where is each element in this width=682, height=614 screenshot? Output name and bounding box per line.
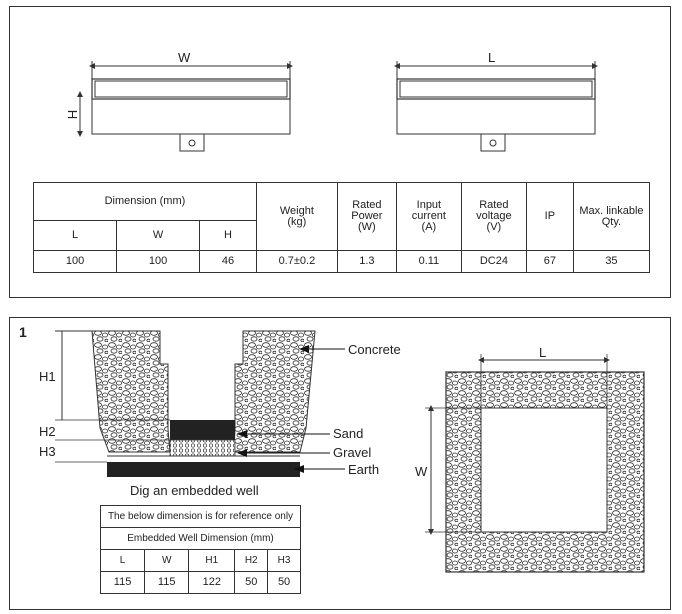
dig-well-caption: Dig an embedded well xyxy=(130,483,259,498)
earth-layer xyxy=(107,462,300,477)
well-col-w: W xyxy=(145,550,189,572)
rated-power-header: Rated Power (W) xyxy=(337,183,396,251)
value-voltage: DC24 xyxy=(461,251,526,273)
h3-label: H3 xyxy=(39,444,56,459)
plan-length-label: L xyxy=(539,345,547,360)
value-ip: 67 xyxy=(526,251,573,273)
panel-number: 1 xyxy=(19,324,27,340)
installation-panel xyxy=(9,317,671,610)
ip-header: IP xyxy=(526,183,573,251)
well-col-l: L xyxy=(101,550,145,572)
well-col-h3: H3 xyxy=(268,550,301,572)
plan-width-label: W xyxy=(415,464,428,479)
max-linkable-header: Max. linkable Qty. xyxy=(573,183,649,251)
value-h: 46 xyxy=(200,251,257,273)
dimension-header: Dimension (mm) xyxy=(34,183,257,221)
well-col-h2: H2 xyxy=(235,550,268,572)
sand-layer xyxy=(170,420,235,440)
value-power: 1.3 xyxy=(337,251,396,273)
well-value-h1: 122 xyxy=(189,572,235,594)
well-value-h3: 50 xyxy=(268,572,301,594)
dim-col-l: L xyxy=(34,221,117,251)
sand-label: Sand xyxy=(333,426,364,441)
well-value-l: 115 xyxy=(101,572,145,594)
input-current-header: Input current (A) xyxy=(396,183,461,251)
value-current: 0.11 xyxy=(396,251,461,273)
dim-col-w: W xyxy=(117,221,200,251)
concrete-label: Concrete xyxy=(348,342,401,357)
value-weight: 0.7±0.2 xyxy=(256,251,337,273)
weight-header: Weight (kg) xyxy=(256,183,337,251)
well-plan-view xyxy=(425,354,644,572)
earth-label: Earth xyxy=(348,462,380,477)
well-cross-section xyxy=(55,331,345,477)
rated-voltage-header: Rated voltage (V) xyxy=(461,183,526,251)
value-w: 100 xyxy=(117,251,200,273)
side-view-drawing xyxy=(397,61,595,151)
value-max-qty: 35 xyxy=(573,251,649,273)
reference-note: The below dimension is for reference only xyxy=(101,506,301,528)
height-label: H xyxy=(65,109,81,120)
well-col-h1: H1 xyxy=(189,550,235,572)
specification-table xyxy=(33,182,650,273)
well-table-header: Embedded Well Dimension (mm) xyxy=(101,528,301,550)
well-dimension-table xyxy=(100,505,301,594)
product-dimension-panel xyxy=(9,6,671,298)
dim-col-h: H xyxy=(200,221,257,251)
h1-label: H1 xyxy=(39,369,56,384)
well-value-h2: 50 xyxy=(235,572,268,594)
front-view-drawing xyxy=(80,61,290,151)
width-label: W xyxy=(178,50,191,65)
gravel-layer xyxy=(170,440,235,456)
h2-label: H2 xyxy=(39,424,56,439)
gravel-label: Gravel xyxy=(333,445,372,460)
well-value-w: 115 xyxy=(145,572,189,594)
value-l: 100 xyxy=(34,251,117,273)
length-label: L xyxy=(488,50,496,65)
